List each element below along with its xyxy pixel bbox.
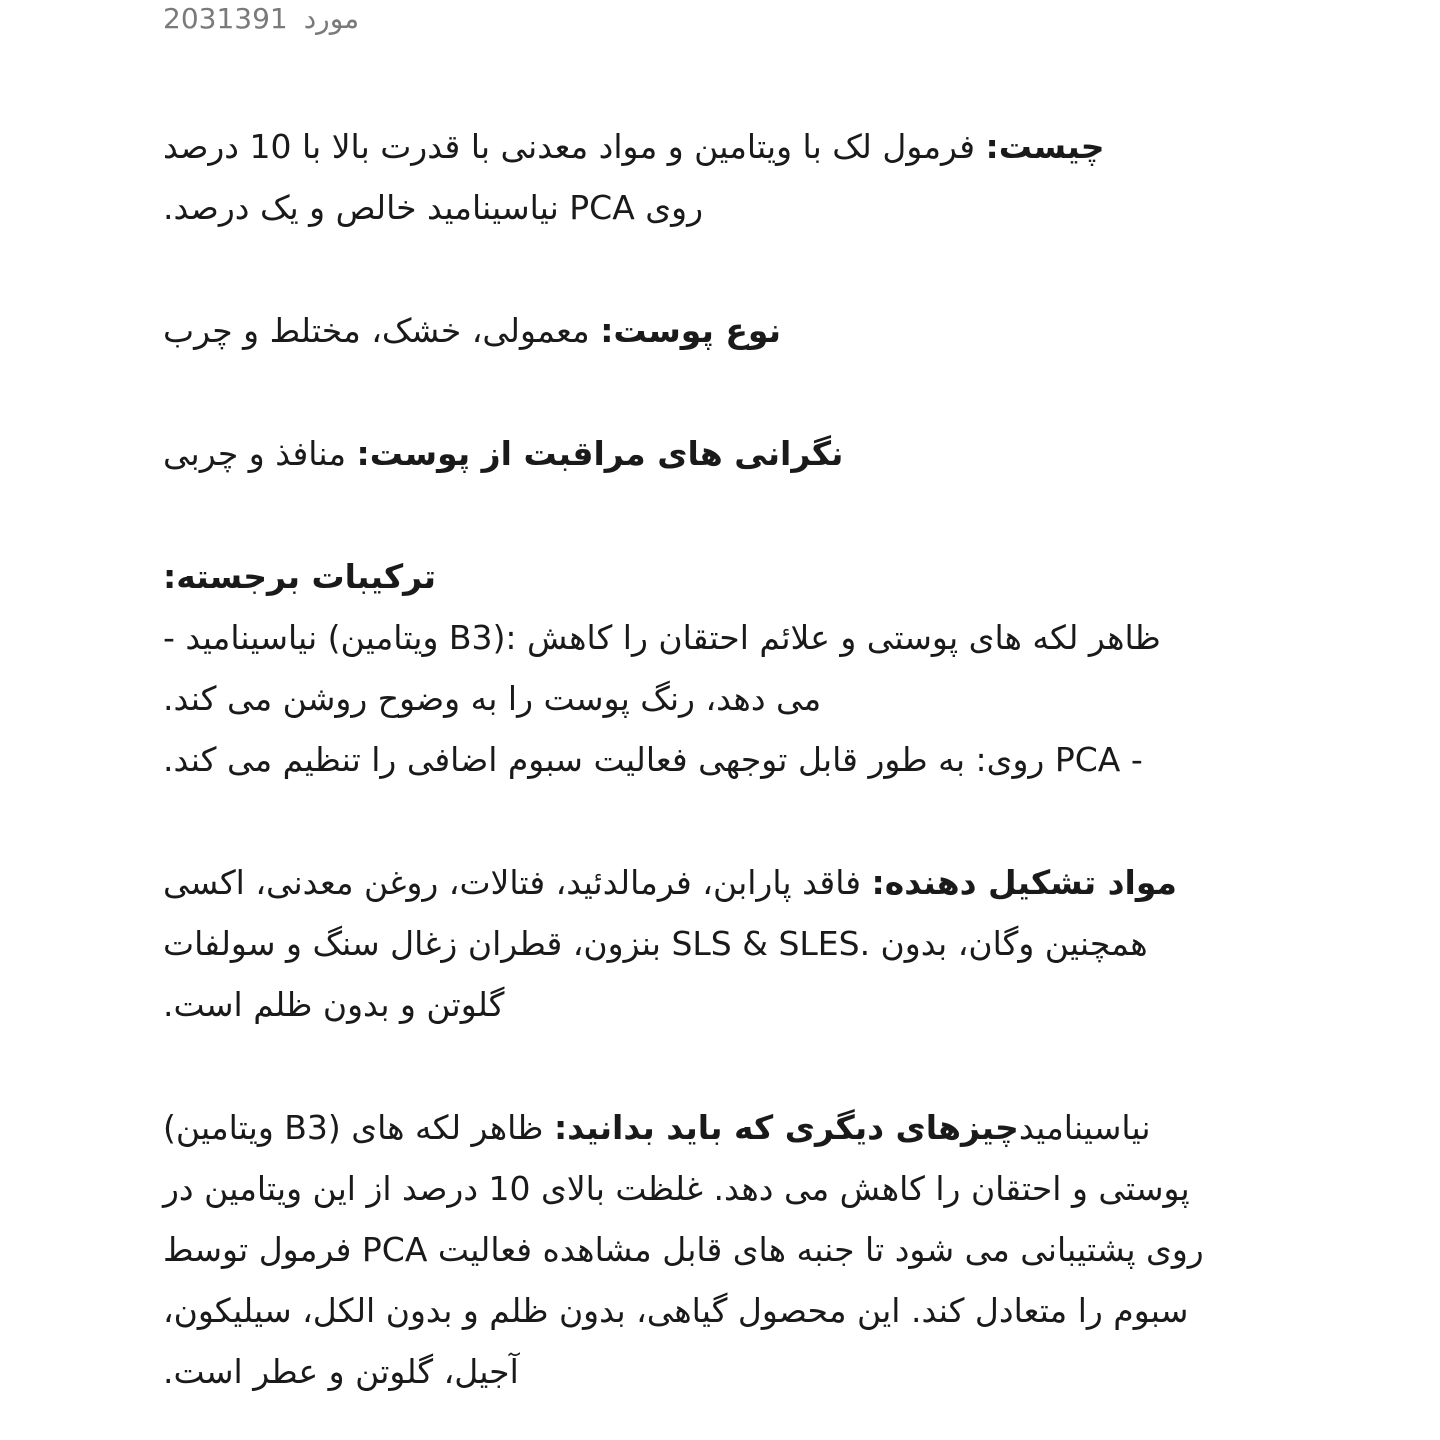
skin-type-label: نوع پوست:: [600, 311, 781, 350]
skin-concerns-label: نگرانی های مراقبت از پوست:: [356, 434, 844, 473]
formulation-line-1: [163, 852, 1283, 913]
other-things-label: چیزهای دیگری که باید بدانید:: [553, 1108, 1019, 1147]
what-is-label: چیست:: [985, 127, 1105, 166]
skin-concerns-line: [163, 423, 1283, 484]
skin-type-text: معمولی، خشک، مختلط و چرب: [163, 311, 590, 350]
formulation-line-2: همچنین وگان، بدون .SLS & SLES بنزون، قطران زغال سنگ و سولفات: [163, 924, 1148, 963]
other-things-line-5: آجیل، گلوتن و عطر است.: [163, 1352, 519, 1391]
skin-concerns-text: منافذ و چربی: [163, 434, 346, 473]
formulation-line-3: گلوتن و بدون ظلم است.: [163, 985, 505, 1024]
what-is-line-1: [163, 116, 1283, 177]
other-things-suffix: نیاسینامید: [1018, 1108, 1151, 1147]
product-description: [163, 116, 1283, 1402]
other-things-prefix: ظاهر لکه های (B3 ویتامین): [163, 1108, 544, 1147]
key-ingredients-line-2: می دهد، رنگ پوست را به وضوح روشن می کند.: [163, 679, 822, 718]
what-is-line-2: روی PCA نیاسینامید خالص و یک درصد.: [163, 188, 704, 227]
item-label: مورد: [303, 2, 360, 35]
other-things-line-3: روی پشتیبانی می شود تا جنبه های قابل مشاهده فعالیت PCA فرمول توسط: [163, 1230, 1204, 1269]
skin-type-line: [163, 300, 1283, 361]
item-id: [163, 2, 359, 35]
other-things-line-4: سبوم را متعادل کند. این محصول گیاهی، بدون ظلم و بدون الکل، سیلیکون،: [163, 1291, 1189, 1330]
formulation-label: مواد تشکیل دهنده:: [871, 863, 1177, 902]
other-things-line-2: پوستی و احتقان را کاهش می دهد. غلظت بالای 10 درصد از این ویتامین در: [163, 1169, 1190, 1208]
other-things-line-1: [163, 1097, 1283, 1158]
what-is-text: فرمول لک با ویتامین و مواد معدنی با قدرت بالا با 10 درصد: [163, 127, 976, 166]
key-ingredients-heading: [163, 546, 1283, 607]
key-ingredients-line-3: - PCA روی: به طور قابل توجهی فعالیت سبوم اضافی را تنظیم می کند.: [163, 740, 1143, 779]
formulation-text: فاقد پارابن، فرمالدئید، فتالات، روغن معدنی، اکسی: [163, 863, 862, 902]
item-number: 2031391: [163, 2, 288, 35]
key-ingredients-label: ترکیبات برجسته:: [163, 557, 437, 596]
key-ingredients-line-1: ظاهر لکه های پوستی و علائم احتقان را کاهش :(B3 ویتامین) نیاسینامید -: [163, 618, 1161, 657]
